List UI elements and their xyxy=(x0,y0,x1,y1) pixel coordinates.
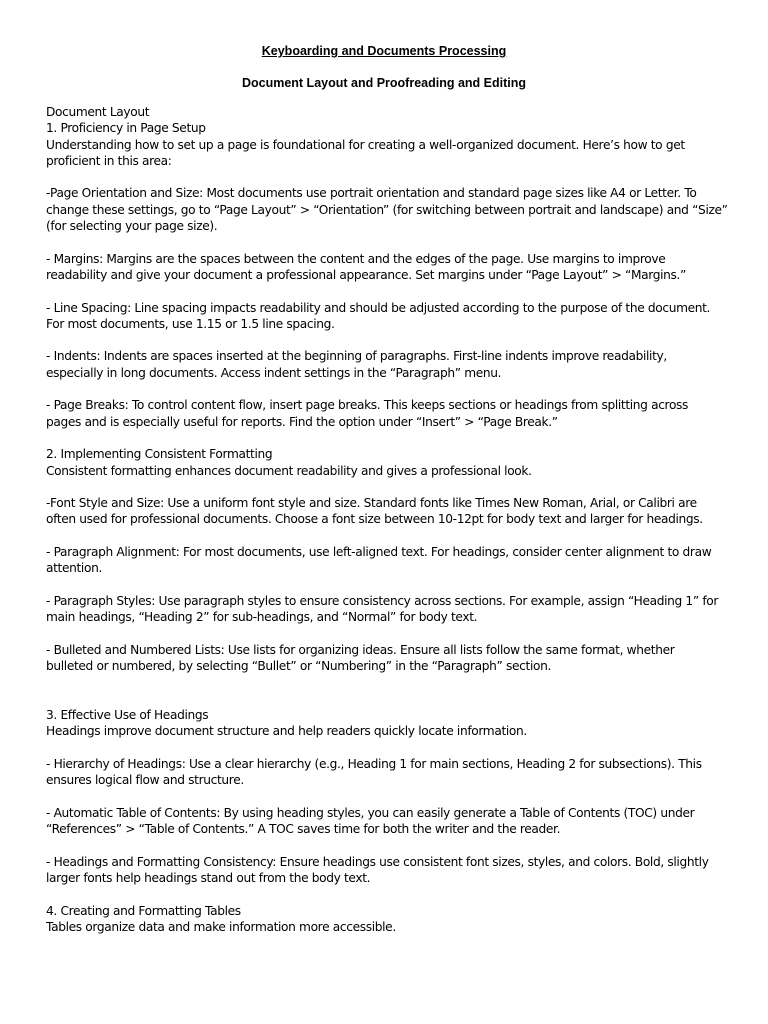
paragraph-styles-line: - Paragraph Styles: Use paragraph styles to ensure consistency across sections. For example, assign “Heading 1” for xyxy=(46,593,719,608)
toc-line: “References” > “Table of Contents.” A TOC saves time for both the writer and the reader. xyxy=(46,822,561,837)
margins-line: - Margins: Margins are the spaces between the content and the edges of the page. Use margins to improve xyxy=(46,251,666,266)
blank-line xyxy=(46,788,736,804)
page-breaks-line: - Page Breaks: To control content flow, insert page breaks. This keeps sections or headings from splitting across xyxy=(46,398,689,413)
blank-line xyxy=(46,169,736,185)
section-heading: Document Layout xyxy=(46,105,150,119)
blank-line xyxy=(46,740,736,756)
hierarchy-line: ensures logical flow and structure. xyxy=(46,773,244,788)
blank-line xyxy=(46,332,736,348)
orientation-line: (for selecting your page size). xyxy=(46,219,218,234)
indents-line: especially in long documents. Access indent settings in the “Paragraph” menu. xyxy=(46,365,502,380)
orientation-line: -Page Orientation and Size: Most documents use portrait orientation and standard page sizes like A4 or Letter. To xyxy=(46,186,697,201)
blank-line xyxy=(46,430,736,446)
lists-line: - Bulleted and Numbered Lists: Use lists for organizing ideas. Ensure all lists follow the same format, whether xyxy=(46,642,675,657)
blank-line xyxy=(46,837,736,853)
blank-line xyxy=(46,479,736,495)
page-breaks-line: pages and is especially useful for reports. Find the option under “Insert” > “Page Break.” xyxy=(46,414,558,429)
document-body xyxy=(46,104,736,935)
heading-consistency-line: - Headings and Formatting Consistency: Ensure headings use consistent font sizes, styles, and colors. Bold, slightly xyxy=(46,854,709,869)
s2-heading: 2. Implementing Consistent Formatting xyxy=(46,447,273,462)
s1-heading: 1. Proficiency in Page Setup xyxy=(46,121,206,136)
blank-line xyxy=(46,626,736,642)
s2-intro: Consistent formatting enhances document readability and gives a professional look. xyxy=(46,463,532,478)
s1-intro-line: Understanding how to set up a page is foundational for creating a well-organized document. Here’s how to get xyxy=(46,137,685,152)
indents-line: - Indents: Indents are spaces inserted at the beginning of paragraphs. First-line indents improve readability, xyxy=(46,349,667,364)
blank-line xyxy=(46,528,736,544)
paragraph-styles-line: main headings, “Heading 2” for sub-headings, and “Normal” for body text. xyxy=(46,610,478,625)
alignment-line: attention. xyxy=(46,561,102,576)
course-title: Keyboarding and Documents Processing xyxy=(261,44,507,58)
toc-line: - Automatic Table of Contents: By using heading styles, you can easily generate a Table of Contents (TOC) under xyxy=(46,805,695,820)
font-style-line: often used for professional documents. Choose a font size between 10-12pt for body text and larger for headings. xyxy=(46,512,703,527)
blank-line xyxy=(46,577,736,593)
orientation-line: change these settings, go to “Page Layout” > “Orientation” (for switching between portrait and landscape) and “Size” xyxy=(46,202,728,217)
margins-line: readability and give your document a professional appearance. Set margins under “Page Layout” > “Margins.” xyxy=(46,267,687,282)
s4-heading: 4. Creating and Formatting Tables xyxy=(46,903,241,918)
blank-line xyxy=(46,886,736,902)
hierarchy-line: - Hierarchy of Headings: Use a clear hierarchy (e.g., Heading 1 for main sections, Heading 2 for subsections). This xyxy=(46,756,702,771)
blank-line xyxy=(46,381,736,397)
font-style-line: -Font Style and Size: Use a uniform font style and size. Standard fonts like Times New Roman, Arial, or Calibri are xyxy=(46,496,697,511)
line-spacing-line: For most documents, use 1.15 or 1.5 line spacing. xyxy=(46,316,335,331)
heading-consistency-line: larger fonts help headings stand out from the body text. xyxy=(46,870,371,885)
topic-title: Document Layout and Proofreading and Editing xyxy=(241,76,527,90)
line-spacing-line: - Line Spacing: Line spacing impacts readability and should be adjusted according to the purpose of the document. xyxy=(46,300,711,315)
blank-line xyxy=(46,691,736,707)
alignment-line: - Paragraph Alignment: For most documents, use left-aligned text. For headings, consider center alignment to draw xyxy=(46,545,712,560)
s3-intro: Headings improve document structure and help readers quickly locate information. xyxy=(46,724,527,739)
blank-line xyxy=(46,674,736,690)
s4-intro: Tables organize data and make information more accessible. xyxy=(46,919,396,934)
blank-line xyxy=(46,283,736,299)
s3-heading: 3. Effective Use of Headings xyxy=(46,707,209,722)
s1-intro-line: proficient in this area: xyxy=(46,153,172,168)
blank-line xyxy=(46,234,736,250)
lists-line: bulleted or numbered, by selecting “Bullet” or “Numbering” in the “Paragraph” section. xyxy=(46,659,551,674)
